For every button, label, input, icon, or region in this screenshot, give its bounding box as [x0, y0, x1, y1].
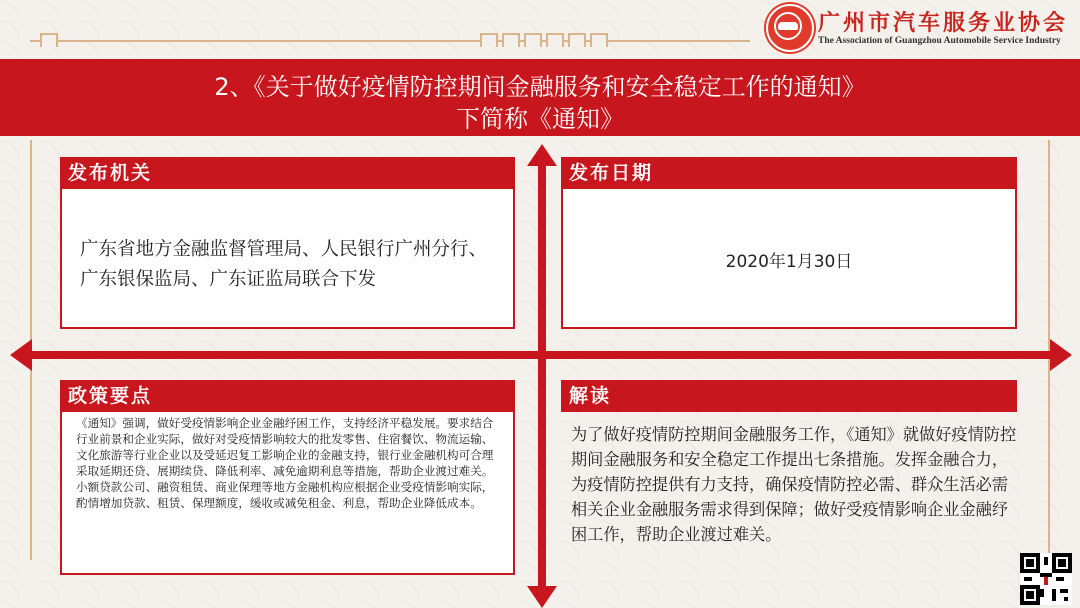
vertical-axis-arrow [538, 152, 546, 592]
org-name-cn: 广州市汽车服务业协会 [818, 10, 1069, 36]
top-decoration [30, 30, 750, 50]
interpretation-header: 解读 [561, 380, 1017, 412]
issuer-text: 广东省地方金融监督管理局、人民银行广州分行、广东银保监局、广东证监局联合下发 [80, 239, 488, 290]
policy-text: 《通知》强调，做好受疫情影响企业金融纾困工作，支持经济平稳发展。要求结合行业前景和企业实际，做好对受疫情影响较大的批发零售、住宿餐饮、物流运输、文化旅游等行业企业以及受延迟复工影响企业的金融支持，银行业金融机构可合理采取延期还贷、展期续贷、降低利率、减免逾期利息等措施，帮助企业渡过难关。小额贷款公司、融资租赁、商业保理等地方金融机构应根据企业受疫情影响实际，酌情增加贷款、租赁、保理额度，缓收或减免租金、利息，帮助企业降低成本。 [76, 416, 494, 510]
interpretation-text: 为了做好疫情防控期间金融服务工作，《通知》就做好疫情防控期间金融服务和安全稳定工作提出七条措施。发挥金融合力，为疫情防控提供有力支持，确保疫情防控必需、群众生活必需相关企业金融服务需求得到保障；做好受疫情影响企业金融纾困工作，帮助企业渡过难关。 [571, 425, 1017, 544]
title-line-1: 2、《关于做好疫情防控期间金融服务和安全稳定工作的通知》 [214, 73, 866, 101]
date-box [561, 187, 1017, 329]
title-line-2: 下简称《通知》 [456, 105, 624, 133]
horizontal-axis-arrow [30, 351, 1052, 359]
org-name-en: The Association of Guangzhou Automobile Service Industry [818, 36, 1061, 46]
title-banner [0, 59, 1080, 136]
issuer-box [60, 187, 515, 329]
date-header: 发布日期 [561, 157, 1017, 189]
qr-code [1020, 553, 1072, 605]
interpretation-box [561, 412, 1017, 554]
association-logo [766, 4, 814, 52]
policy-header: 政策要点 [60, 380, 515, 412]
issuer-header: 发布机关 [60, 157, 515, 189]
policy-box [60, 410, 515, 575]
date-text: 2020年1月30日 [725, 252, 853, 272]
